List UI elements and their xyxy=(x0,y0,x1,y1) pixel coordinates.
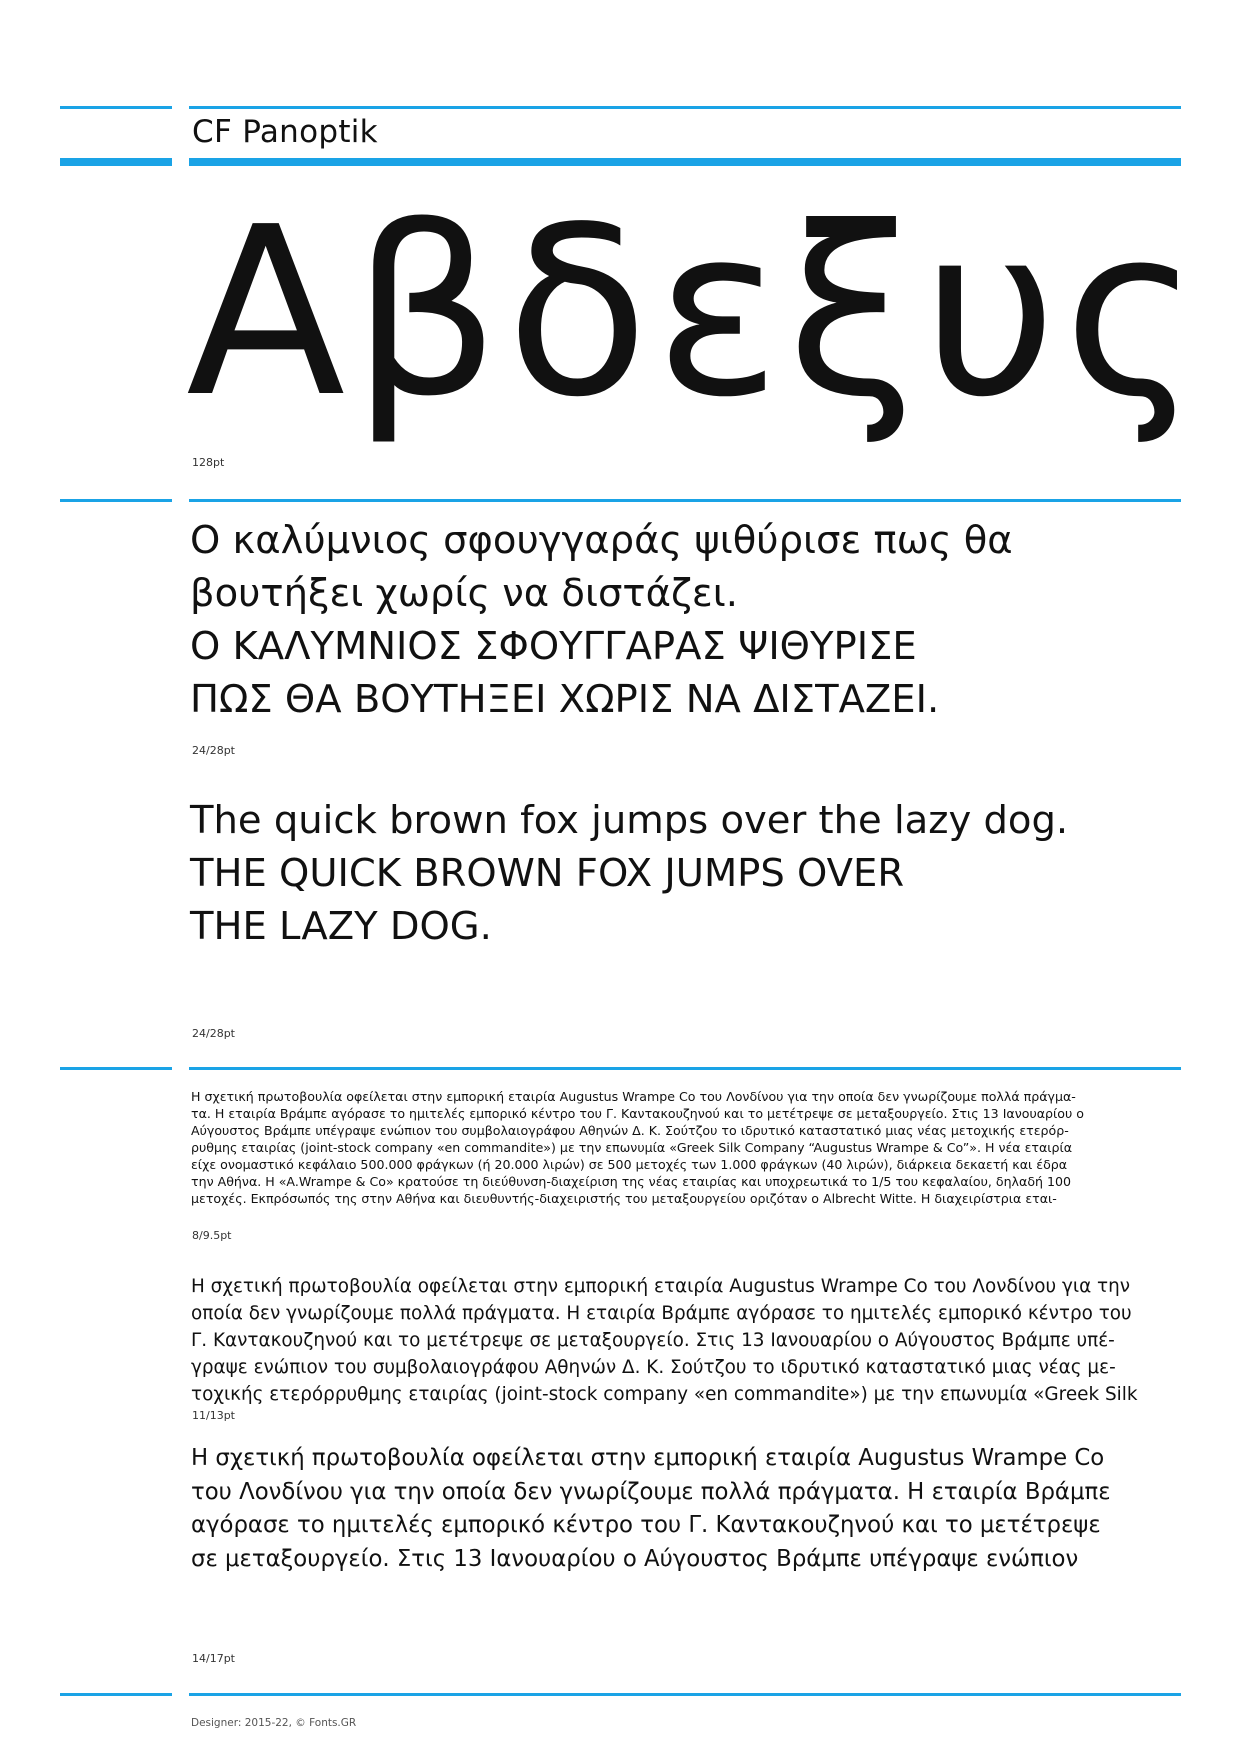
rule-right-after-display xyxy=(189,499,1181,502)
text-line: τοχικής ετερόρρυθμης εταιρίας (joint-stock company «en commandite») με την επωνυμία «Greek Silk xyxy=(191,1384,1138,1405)
text-line: γραψε ενώπιον του συμβολαιογράφου Αθηνών Δ. Κ. Σούτζου το ιδρυτικό καταστατικό μιας νέας με- xyxy=(191,1357,1116,1378)
text-line: Αύγουστος Βράμπε υπέγραψε ενώπιον του συμβολαιογράφου Αθηνών Δ. Κ. Σούτζου το ιδρυτικό καταστατικό μιας νέας μετοχικής ετερόρ- xyxy=(191,1123,1069,1138)
latin-pangram-size-label: 24/28pt xyxy=(192,1027,235,1040)
text-line: μετοχές. Εκπρόσωπός της στην Αθήνα και διευθυντής-διαχειριστής του μεταξουργείου οριζόταν ο Albrecht Witte. Η διαχειρίστρια εται- xyxy=(191,1191,1057,1206)
rule-left-before-text xyxy=(60,1067,172,1070)
top-rule-left-thick xyxy=(60,158,172,166)
rule-right-footer xyxy=(189,1693,1181,1696)
font-name-title: CF Panoptik xyxy=(192,114,378,150)
text-line: οποία δεν γνωρίζουμε πολλά πράγματα. Η εταιρία Βράμπε αγόρασε το ημιτελές εμπορικό κέντρο του xyxy=(191,1303,1132,1324)
text-sample-14pt xyxy=(191,1442,1181,1576)
greek-pangram-line: βουτήξει χωρίς να διστάζει. xyxy=(190,571,738,616)
top-rule-right-thick xyxy=(189,158,1181,166)
designer-credit: Designer: 2015-22, © Fonts.GR xyxy=(191,1717,357,1729)
greek-pangram-line: Ο καλύμνιος σφουγγαράς ψιθύρισε πως θα xyxy=(190,518,1013,563)
text-line: Η σχετική πρωτοβουλία οφείλεται στην εμπορική εταιρία Augustus Wrampe Co του Λονδίνου για την οποία δεν γνωρίζουμε πολλά πράγμα- xyxy=(191,1089,1076,1104)
rule-right-before-text xyxy=(189,1067,1181,1070)
text-line: αγόρασε το ημιτελές εμπορικό κέντρο του Γ. Καντακουζηνού και το μετέτρεψε xyxy=(191,1512,1101,1538)
text-sample-8pt xyxy=(191,1088,1181,1207)
rule-left-after-display xyxy=(60,499,172,502)
display-glyphs: Αβδεξυς xyxy=(186,177,1207,448)
text-line: τα. Η εταιρία Βράμπε αγόρασε το ημιτελές εμπορικό κέντρο του Γ. Καντακουζηνού και το μετέτρεψε σε μεταξουργείο. Στις 13 Ιανουαρίου ο xyxy=(191,1106,1085,1121)
text-line: του Λονδίνου για την οποία δεν γνωρίζουμε πολλά πράγματα. Η εταιρία Βράμπε xyxy=(191,1478,1111,1505)
text-line: σε μεταξουργείο. Στις 13 Ιανουαρίου ο Αύγουστος Βράμπε υπέγραψε ενώπιον xyxy=(191,1545,1079,1572)
latin-pangram-line: THE QUICK BROWN FOX JUMPS OVER xyxy=(190,851,905,896)
text-line: ρυθμης εταιρίας (joint-stock company «en commandite») με την επωνυμία «Greek Silk Company “Augustus Wrampe & Co”». Η νέα εταιρία xyxy=(191,1140,1073,1155)
latin-pangram xyxy=(190,794,1200,953)
text-line: Γ. Καντακουζηνού και το μετέτρεψε σε μεταξουργείο. Στις 13 Ιανουαρίου ο Αύγουστος Βράμπε υπέ- xyxy=(191,1330,1115,1351)
text-sample-11pt xyxy=(191,1273,1181,1408)
text-14pt-size-label: 14/17pt xyxy=(192,1652,235,1665)
rule-left-footer xyxy=(60,1693,172,1696)
text-8pt-size-label: 8/9.5pt xyxy=(192,1229,232,1242)
greek-pangram xyxy=(190,514,1200,726)
text-11pt-size-label: 11/13pt xyxy=(192,1409,235,1422)
top-rule-left-thin xyxy=(60,106,172,109)
top-rule-right-thin xyxy=(189,106,1181,109)
greek-pangram-line: ΠΩΣ ΘΑ ΒΟΥΤΗΞΕΙ ΧΩΡΙΣ ΝΑ ΔΙΣΤΑΖΕΙ. xyxy=(190,677,940,722)
latin-pangram-line: THE LAZY DOG. xyxy=(190,904,492,949)
display-size-label: 128pt xyxy=(192,456,225,469)
text-line: Η σχετική πρωτοβουλία οφείλεται στην εμπορική εταιρία Augustus Wrampe Co xyxy=(191,1445,1105,1471)
text-line: είχε ονομαστικό κεφάλαιο 500.000 φράγκων (ή 20.000 λιρών) σε 500 μετοχές των 1.000 φράγκων (40 λιρών), διάρκεια δεκαετή και έδρα xyxy=(191,1157,1068,1172)
latin-pangram-line: The quick brown fox jumps over the lazy dog. xyxy=(190,798,1069,843)
greek-pangram-size-label: 24/28pt xyxy=(192,744,235,757)
text-line: Η σχετική πρωτοβουλία οφείλεται στην εμπορική εταιρία Augustus Wrampe Co του Λονδίνου για την xyxy=(191,1276,1131,1297)
greek-pangram-line: Ο ΚΑΛΥΜΝΙΟΣ ΣΦΟΥΓΓΑΡΑΣ ΨΙΘΥΡΙΣΕ xyxy=(190,624,917,669)
text-line: την Αθήνα. Η «A.Wrampe & Co» κρατούσε τη διεύθυνση-διαχείριση της νέας εταιρίας και υποχρεωτικά το 1/5 του κεφαλαίου, δηλαδή 100 xyxy=(191,1174,1072,1189)
